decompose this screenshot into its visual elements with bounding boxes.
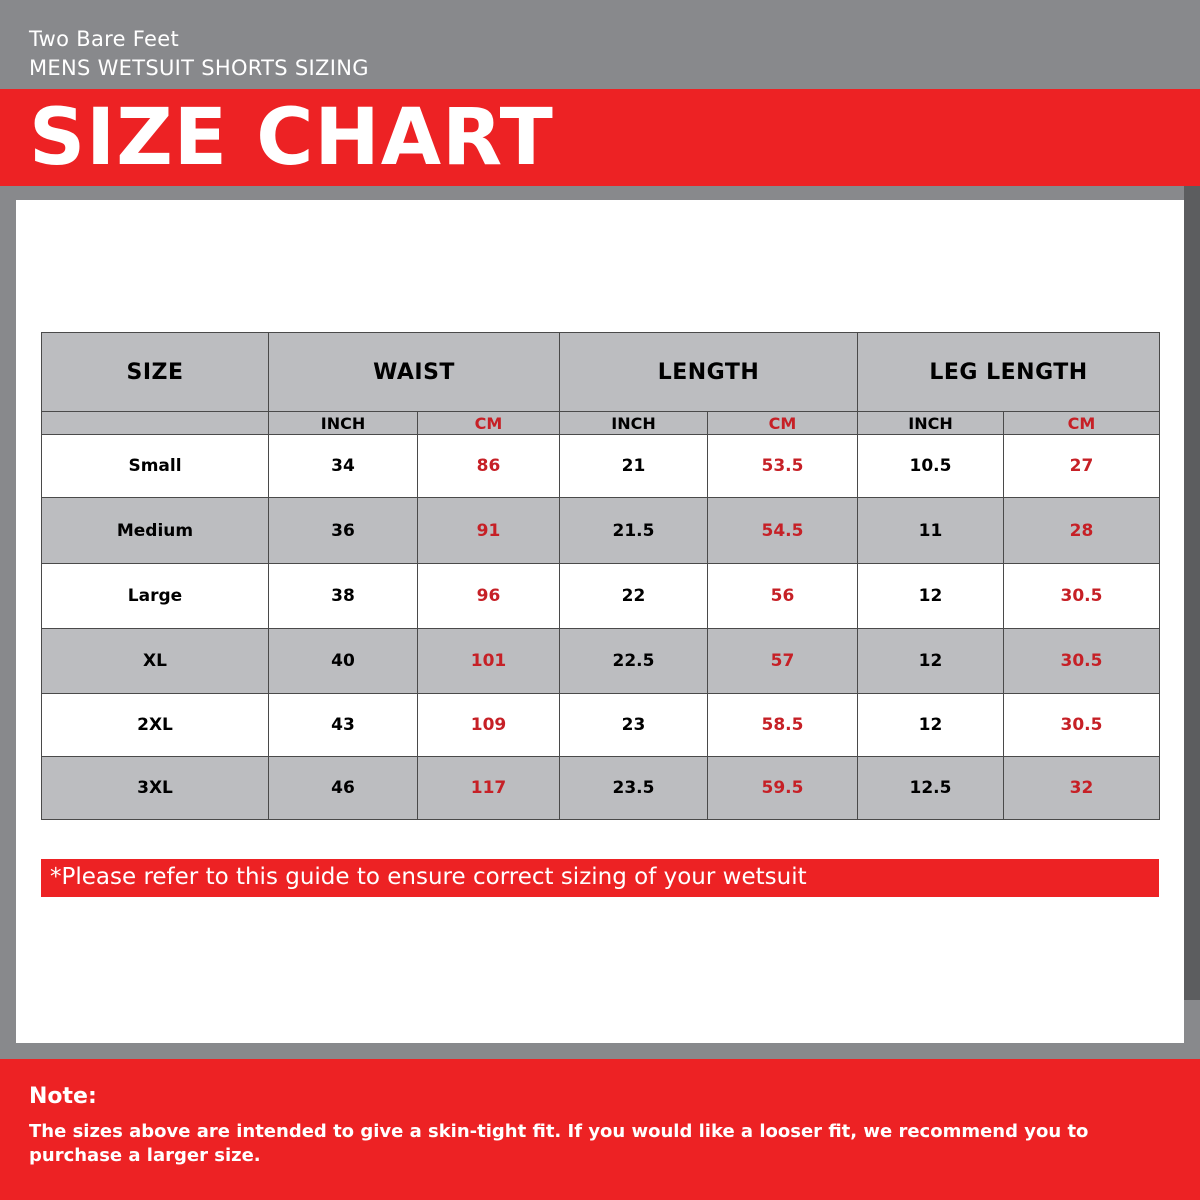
table-cell-waist-in: 43 bbox=[269, 694, 418, 757]
table-cell-waist-cm: 117 bbox=[418, 757, 560, 820]
side-divider bbox=[1184, 186, 1200, 1000]
page-subtitle: MENS WETSUIT SHORTS SIZING bbox=[29, 56, 369, 80]
table-cell-leg-in: 10.5 bbox=[858, 435, 1004, 498]
column-header-length: LENGTH bbox=[560, 333, 858, 412]
table-cell-leg-in: 12 bbox=[858, 629, 1004, 694]
note-text: The sizes above are intended to give a skin-tight fit. If you would like a looser fit, we recommend you to purchase a larger size. bbox=[29, 1121, 1089, 1166]
table-cell-waist-cm: 109 bbox=[418, 694, 560, 757]
table-row bbox=[42, 498, 1160, 564]
unit-header-blank bbox=[42, 412, 269, 435]
note-title: Note: bbox=[29, 1084, 97, 1109]
unit-header-leg-cm: CM bbox=[1004, 412, 1160, 435]
table-cell-length-in: 23.5 bbox=[560, 757, 708, 820]
table-cell-size: XL bbox=[42, 629, 269, 694]
table-row bbox=[42, 629, 1160, 694]
table-cell-size: Small bbox=[42, 435, 269, 498]
table-row bbox=[42, 694, 1160, 757]
table-cell-length-in: 22 bbox=[560, 564, 708, 629]
note-section bbox=[0, 1059, 1200, 1200]
table-cell-leg-in: 12 bbox=[858, 694, 1004, 757]
table-unit-row bbox=[42, 412, 1160, 435]
column-header-leg-length: LEG LENGTH bbox=[858, 333, 1160, 412]
table-cell-waist-in: 38 bbox=[269, 564, 418, 629]
unit-header-leg-inch: INCH bbox=[858, 412, 1004, 435]
table-cell-length-cm: 58.5 bbox=[708, 694, 858, 757]
table-cell-length-cm: 54.5 bbox=[708, 498, 858, 564]
table-cell-leg-in: 11 bbox=[858, 498, 1004, 564]
table-cell-length-cm: 56 bbox=[708, 564, 858, 629]
table-cell-size: Large bbox=[42, 564, 269, 629]
table-cell-leg-in: 12.5 bbox=[858, 757, 1004, 820]
table-cell-leg-cm: 28 bbox=[1004, 498, 1160, 564]
table-cell-waist-in: 36 bbox=[269, 498, 418, 564]
table-cell-waist-cm: 96 bbox=[418, 564, 560, 629]
table-cell-length-cm: 59.5 bbox=[708, 757, 858, 820]
unit-header-length-cm: CM bbox=[708, 412, 858, 435]
table-cell-leg-cm: 30.5 bbox=[1004, 629, 1160, 694]
unit-header-length-inch: INCH bbox=[560, 412, 708, 435]
brand-header bbox=[29, 25, 369, 83]
table-cell-size: 3XL bbox=[42, 757, 269, 820]
table-cell-waist-in: 46 bbox=[269, 757, 418, 820]
unit-header-waist-cm: CM bbox=[418, 412, 560, 435]
brand-name: Two Bare Feet bbox=[29, 27, 179, 51]
table-cell-leg-cm: 30.5 bbox=[1004, 564, 1160, 629]
column-header-size: SIZE bbox=[42, 333, 269, 412]
table-cell-waist-in: 40 bbox=[269, 629, 418, 694]
table-cell-length-in: 21.5 bbox=[560, 498, 708, 564]
table-cell-length-cm: 53.5 bbox=[708, 435, 858, 498]
title-banner bbox=[0, 89, 1200, 186]
table-cell-waist-cm: 101 bbox=[418, 629, 560, 694]
unit-header-waist-inch: INCH bbox=[269, 412, 418, 435]
table-cell-leg-cm: 32 bbox=[1004, 757, 1160, 820]
sizing-hint: *Please refer to this guide to ensure correct sizing of your wetsuit bbox=[41, 859, 1159, 897]
table-header-row bbox=[42, 333, 1160, 412]
table-cell-leg-cm: 30.5 bbox=[1004, 694, 1160, 757]
table-row bbox=[42, 564, 1160, 629]
page-title: SIZE CHART bbox=[29, 93, 554, 183]
table-cell-length-cm: 57 bbox=[708, 629, 858, 694]
table-cell-length-in: 23 bbox=[560, 694, 708, 757]
table-cell-leg-in: 12 bbox=[858, 564, 1004, 629]
table-row bbox=[42, 435, 1160, 498]
table-cell-length-in: 21 bbox=[560, 435, 708, 498]
table-cell-waist-in: 34 bbox=[269, 435, 418, 498]
column-header-waist: WAIST bbox=[269, 333, 560, 412]
table-cell-size: 2XL bbox=[42, 694, 269, 757]
table-cell-waist-cm: 91 bbox=[418, 498, 560, 564]
table-row bbox=[42, 757, 1160, 820]
table-cell-length-in: 22.5 bbox=[560, 629, 708, 694]
table-cell-waist-cm: 86 bbox=[418, 435, 560, 498]
size-table bbox=[41, 332, 1160, 820]
table-cell-leg-cm: 27 bbox=[1004, 435, 1160, 498]
table-cell-size: Medium bbox=[42, 498, 269, 564]
